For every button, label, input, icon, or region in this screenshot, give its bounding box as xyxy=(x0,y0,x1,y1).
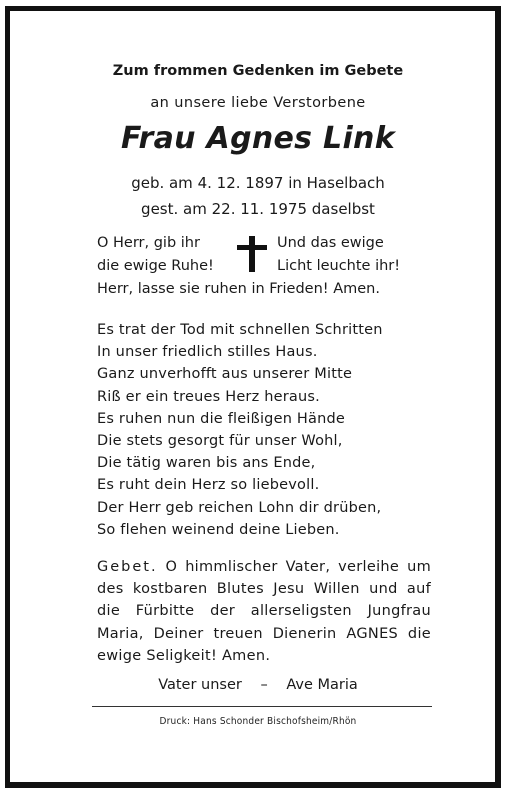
poem xyxy=(97,319,383,541)
prayer-line-3: Herr, lasse sie ruhen in Frieden! Amen. xyxy=(97,281,380,297)
latin-cross-icon xyxy=(232,234,272,274)
poem-line: Es ruhen nun die fleißigen Hände xyxy=(97,410,346,427)
prayer-left-line-1: O Herr, gib ihr xyxy=(97,235,200,251)
birth-line: geb. am 4. 12. 1897 in Haselbach xyxy=(131,174,385,192)
closing-right: Ave Maria xyxy=(286,677,358,693)
poem-line: Die stets gesorgt für unser Wohl, xyxy=(97,433,343,450)
closing-left: Vater unser xyxy=(158,677,242,693)
closing-dash: – xyxy=(260,677,268,693)
gebet-paragraph xyxy=(97,556,431,667)
poem-line: In unser friedlich stilles Haus. xyxy=(97,344,318,361)
divider-line xyxy=(92,706,432,707)
poem-line: Die tätig waren bis ans Ende, xyxy=(97,455,316,472)
gebet-text: O himmlischer Vater, verleihe um des kostbaren Blutes Jesu Willen und auf die Fürbitte der allerseligsten Jungfrau Maria, Deiner treuen Dienerin AGNES die ewige Seligkeit! Amen. xyxy=(97,559,431,664)
poem-line: Der Herr geb reichen Lohn dir drüben, xyxy=(97,499,382,516)
closing-line xyxy=(0,677,516,693)
poem-line: Riß er ein treues Herz heraus. xyxy=(97,388,320,405)
poem-line: Es ruht dein Herz so liebevoll. xyxy=(97,477,320,494)
printer-credit: Druck: Hans Schonder Bischofsheim/Rhön xyxy=(159,716,357,727)
gebet-label: Gebet. xyxy=(97,559,158,575)
poem-line: Es trat der Tod mit schnellen Schritten xyxy=(97,322,383,338)
prayer-left-line-2: die ewige Ruhe! xyxy=(97,258,214,274)
header-line-1: Zum frommen Gedenken im Gebete xyxy=(112,63,404,79)
death-line: gest. am 22. 11. 1975 daselbst xyxy=(141,200,375,218)
deceased-name: Frau Agnes Link xyxy=(121,121,395,156)
prayer-right-line-2: Licht leuchte ihr! xyxy=(277,258,401,274)
header-line-2: an unsere liebe Verstorbene xyxy=(150,95,366,111)
prayer-right-line-1: Und das ewige xyxy=(277,235,384,251)
poem-line: So flehen weinend deine Lieben. xyxy=(97,521,340,538)
poem-line: Ganz unverhofft aus unserer Mitte xyxy=(97,366,353,383)
